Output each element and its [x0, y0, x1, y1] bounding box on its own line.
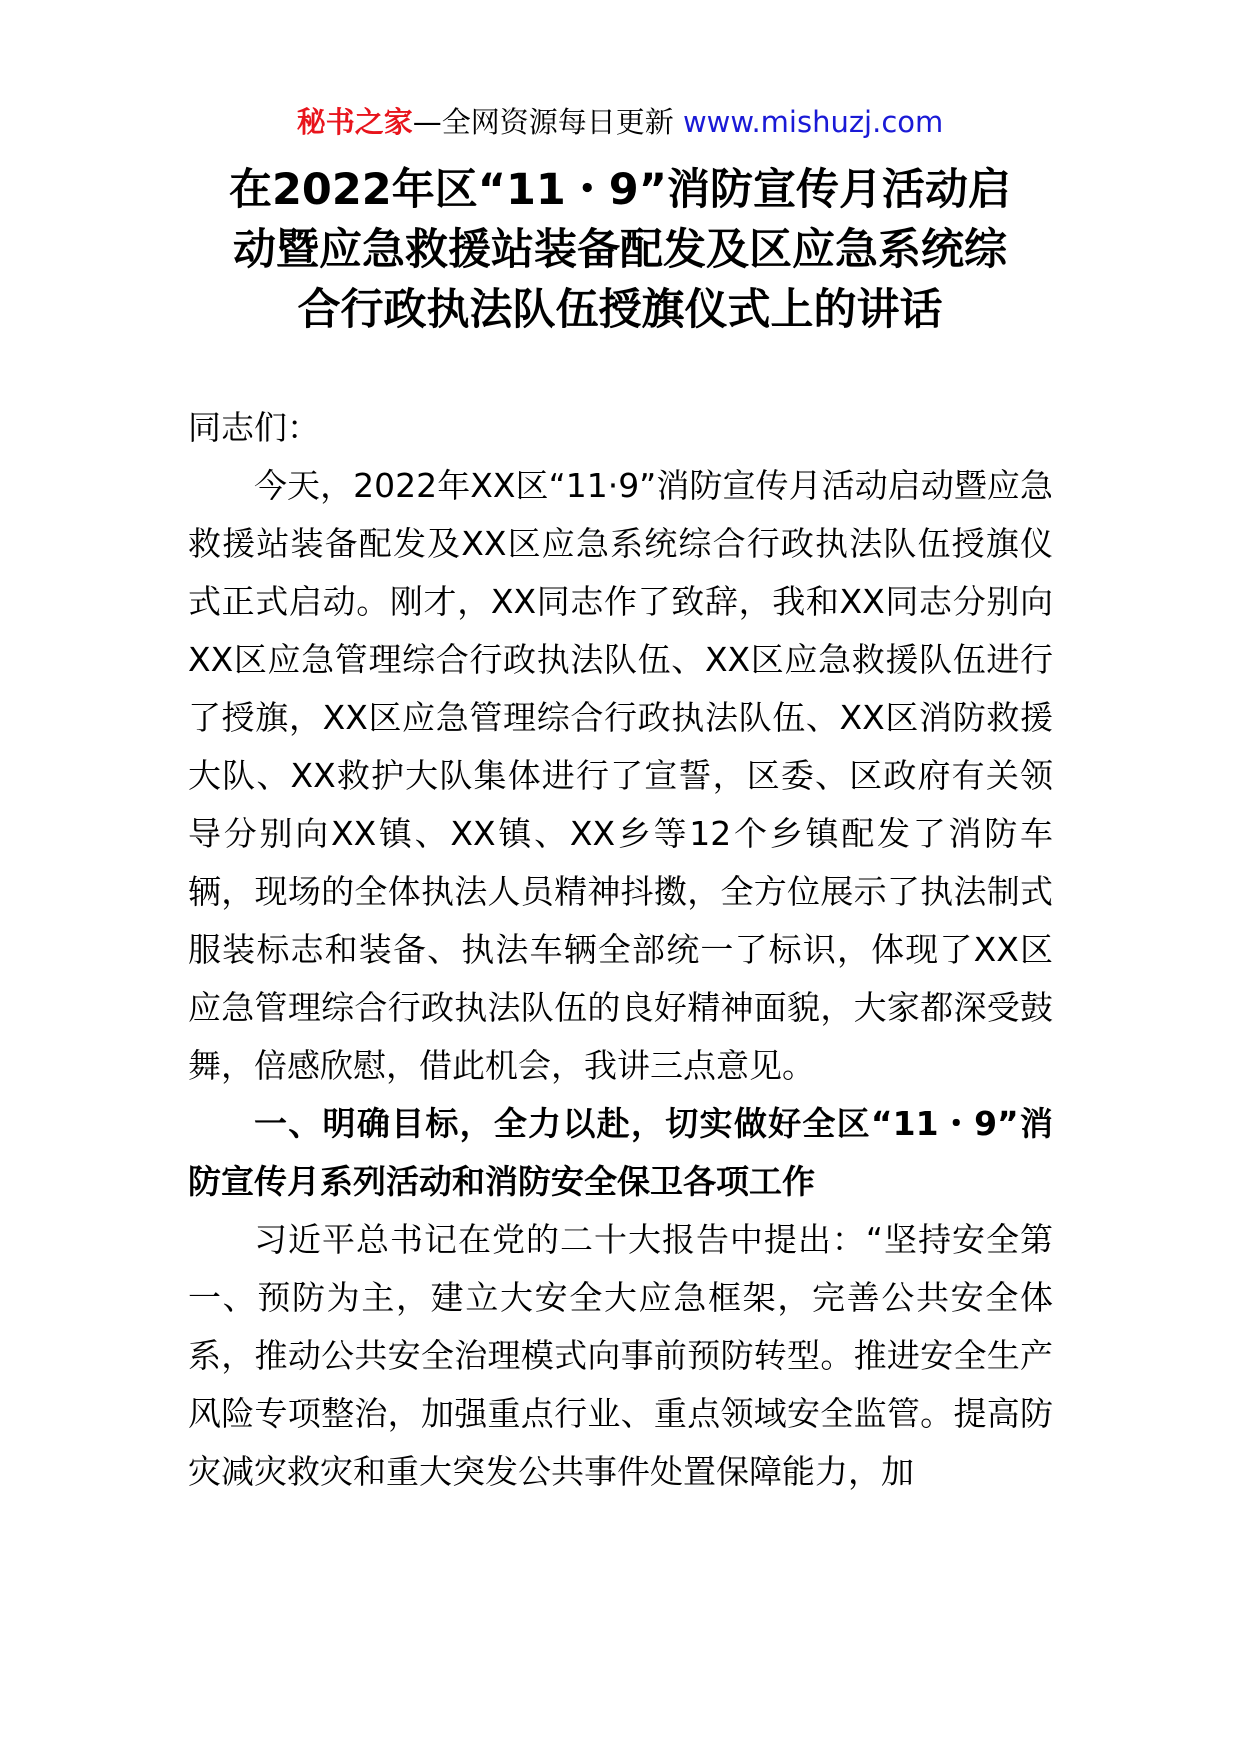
salutation: 同志们： [188, 408, 320, 447]
section-heading: 一、明确目标，全力以赴，切实做好全区“11・9”消防宣传月系列活动和消防安全保卫各项工作 [188, 1104, 1053, 1201]
title-line: 动暨应急救援站装备配发及区应急系统综 [233, 225, 1007, 275]
site-header [0, 102, 1240, 142]
body-paragraph: 今天，2022年XX区“11·9”消防宣传月活动启动暨应急救援站装备配发及XX区应急系统综合行政执法队伍授旗仪式正式启动。刚才，XX同志作了致辞，我和XX同志分别向XX区应急管理综合行政执法队伍、XX区应急救援队伍进行了授旗，XX区应急管理综合行政执法队伍、XX区消防救援大队、XX救护大队集体进行了宣誓，区委、区政府有关领导分别向XX镇、XX镇、XX乡等12个乡镇配发了消防车辆，现场的全体执法人员精神抖擞，全方位展示了执法制式服装标志和装备、执法车辆全部统一了标识，体现了XX区应急管理综合行政执法队伍的良好精神面貌，大家都深受鼓舞，倍感欣慰，借此机会，我讲三点意见。 [188, 466, 1053, 1085]
document-title [150, 160, 1090, 340]
site-slogan: —全网资源每日更新 [412, 105, 683, 139]
site-url[interactable]: www.mishuzj.com [682, 105, 944, 139]
title-line: 在2022年区“11・9”消防宣传月活动启 [229, 165, 1011, 215]
body-paragraph: 习近平总书记在党的二十大报告中提出：“坚持安全第一、预防为主，建立大安全大应急框架，完善公共安全体系，推动公共安全治理模式向事前预防转型。推进安全生产风险专项整治，加强重点行业、重点领域安全监管。提高防灾减灾救灾和重大突发公共事件处置保障能力，加 [188, 1220, 1053, 1491]
title-line: 合行政执法队伍授旗仪式上的讲话 [297, 285, 943, 335]
site-brand: 秘书之家 [296, 105, 413, 139]
document-body [188, 399, 1053, 1501]
